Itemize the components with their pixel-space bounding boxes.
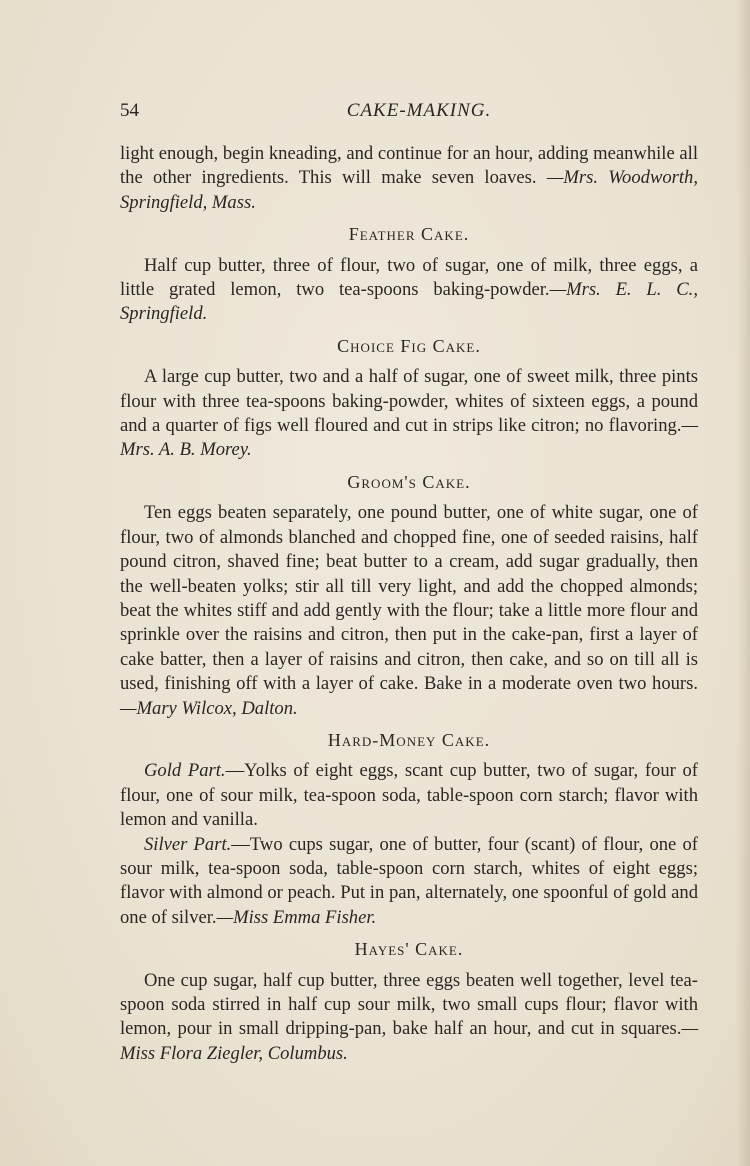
paragraph-text: A large cup butter, two and a half of sugar, one of sweet milk, three pints flour with three tea-spoons baking-powder, whites of sixteen eggs, a pound and a quarter of figs well floured and cut in strips like citron; no flavoring. xyxy=(120,366,698,437)
recipe-title: Hayes' Cake. xyxy=(354,939,464,960)
paragraph-text: Ten eggs beaten separately, one pound butter, one of white sugar, one of flour, two of almonds blanched and chopped fine, one of seeded raisins, half pound citron, shaved fine; beat butter to a cream, add sugar gradually, then the well-beaten yolks; stir all till very light, and add the chopped almonds; beat the whites stiff and add gently with the flour; take a little more flour and sprinkle over the raisins and citron, then put in the cake-pan, first a layer of cake batter, then a layer of raisins and citron, then cake, and so on till all is used, finishing off with a layer of cake. Bake in a moderate oven two hours. xyxy=(120,502,698,695)
recipe-title: Hard-Money Cake. xyxy=(327,729,491,750)
paragraph-text: light enough, begin kneading, and continue for an hour, adding meanwhile all the other ingredients. This will make seven loaves. xyxy=(120,143,698,189)
recipe-attribution: —Miss Emma Fisher. xyxy=(216,906,377,928)
page-header xyxy=(120,100,698,126)
recipe-title: Groom's Cake. xyxy=(347,471,471,492)
paragraph-lead: Gold Part. xyxy=(144,760,226,782)
recipe-attribution: —Miss Flora Ziegler, Columbus. xyxy=(120,1018,698,1064)
recipe-choice-fig-cake xyxy=(120,334,698,463)
recipe-paragraph xyxy=(120,759,698,832)
page-number: 54 xyxy=(120,100,139,121)
recipe-attribution: —Mrs. A. B. Morey. xyxy=(120,415,698,461)
recipe-title: Choice Fig Cake. xyxy=(337,335,481,356)
paragraph-text: Half cup butter, three of flour, two of sugar, one of milk, three eggs, a little grated lemon, two tea-spoons baking-powder. xyxy=(120,254,698,301)
paragraph-text: —Yolks of eight eggs, scant cup butter, two of sugar, four of flour, one of sour milk, tea-spoon soda, table-spoon corn starch; flavor with lemon and vanilla. xyxy=(120,760,698,831)
recipe-grooms-cake xyxy=(120,470,698,721)
recipe-attribution: —Mary Wilcox, Dalton. xyxy=(120,697,298,719)
recipe-title: Feather Cake. xyxy=(348,224,470,245)
paragraph-text: One cup sugar, half cup butter, three eggs beaten well together, level tea-spoon soda stirred in half cup sour milk, two small cups flour; flavor with lemon, pour in small dripping-pan, bake half an hour, and cut in squares. xyxy=(120,969,698,1040)
recipe-attribution: —Mrs. E. L. C., Springfield. xyxy=(120,279,698,325)
recipe-paragraph xyxy=(120,833,698,931)
page-edge-shadow xyxy=(736,0,750,1166)
continuation-paragraph xyxy=(120,142,698,215)
recipe-paragraph xyxy=(120,969,698,1067)
page-body xyxy=(120,142,698,1066)
recipe-hayes-cake xyxy=(120,937,698,1066)
recipe-hard-money-cake xyxy=(120,728,698,930)
recipe-paragraph xyxy=(120,501,698,721)
running-title: CAKE-MAKING. xyxy=(346,100,492,121)
recipe-feather-cake xyxy=(120,222,698,327)
recipe-attribution: —Mrs. Woodworth, Springfield, Mass. xyxy=(120,167,698,213)
recipe-paragraph xyxy=(120,254,698,327)
recipe-paragraph xyxy=(120,365,698,463)
paragraph-lead: Silver Part. xyxy=(144,833,232,855)
paragraph-text: —Two cups sugar, one of butter, four (scant) of flour, one of sour milk, tea-spoon soda, table-spoon corn starch, whites of eight eggs; flavor with almond or peach. Put in pan, alternately, one spoonful of gold and one of silver. xyxy=(120,833,698,928)
